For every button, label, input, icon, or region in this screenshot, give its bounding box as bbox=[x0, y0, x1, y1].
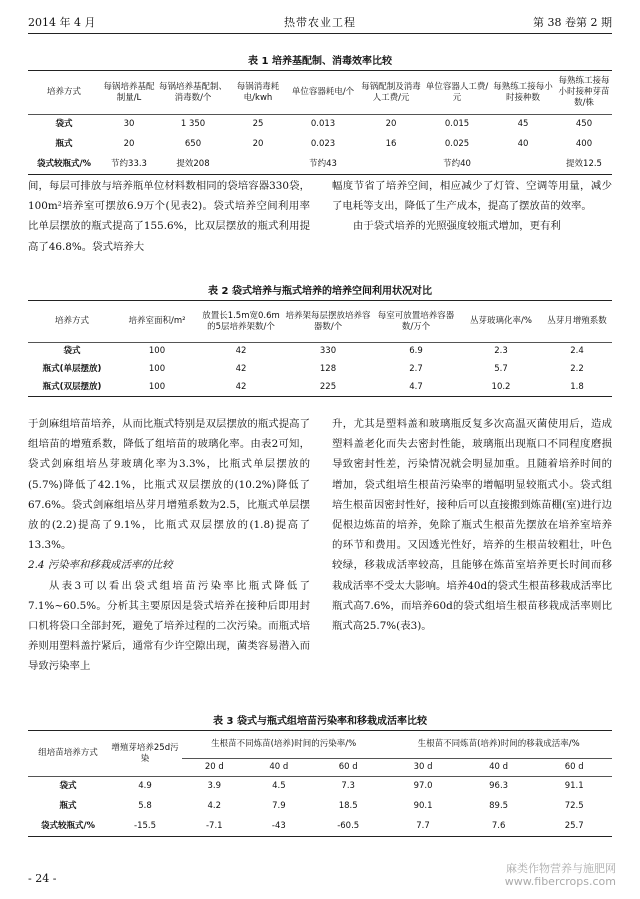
t3-cell: -15.5 bbox=[134, 820, 156, 831]
t3-cell: 7.3 bbox=[341, 781, 355, 792]
t1-cell: 节约40 bbox=[443, 158, 471, 169]
para1-right bbox=[332, 176, 612, 258]
table3 bbox=[28, 730, 612, 837]
t2-cell: 225 bbox=[319, 381, 337, 392]
t2-cell: 100 bbox=[148, 364, 166, 374]
table-row bbox=[28, 155, 612, 175]
t1-cell: 节约33.3 bbox=[111, 158, 147, 169]
header-rule bbox=[28, 33, 612, 34]
t3-cell: 袋式 bbox=[59, 781, 77, 792]
watermark-text: 麻类作物营养与施肥网 bbox=[506, 862, 616, 875]
t1-cell: 25 bbox=[252, 119, 264, 130]
t2-cell: 1.8 bbox=[570, 381, 584, 392]
t1-h4: 单位容器耗电/个 bbox=[291, 87, 355, 97]
para1-right-text-2: 由于袋式培养的光照强度较瓶式增加，更有利 bbox=[353, 220, 561, 233]
t2-cell: 4.7 bbox=[409, 381, 423, 392]
t2-h5: 丛芽玻璃化率/% bbox=[470, 316, 532, 326]
t3-h-group2: 生根苗不同炼苗(培养)时间的移栽成活率/% bbox=[385, 731, 612, 759]
t1-h7: 每熟练工接每小时接种数 bbox=[493, 81, 553, 103]
t1-cell: 瓶式 bbox=[55, 139, 73, 149]
header-volume: 第 38 卷第 2 期 bbox=[533, 16, 612, 29]
t3-cell: 90.1 bbox=[413, 801, 433, 811]
t1-cell: 20 bbox=[123, 139, 135, 149]
t2-h1: 培养室面积/m² bbox=[128, 316, 186, 326]
table-row bbox=[28, 343, 612, 361]
table-row bbox=[28, 361, 612, 379]
t1-h1: 每锅培养基配制量/L bbox=[103, 81, 155, 103]
t3-cell: 4.2 bbox=[207, 801, 222, 811]
t3-h-group1: 生根苗不同炼苗(培养)时间的污染率/% bbox=[182, 731, 385, 759]
t3-cell: 72.5 bbox=[564, 801, 584, 811]
t3-sub: 60 d bbox=[338, 762, 358, 772]
t1-h8: 每熟练工接每小时接种芽苗数/株 bbox=[558, 76, 610, 108]
t3-sub: 20 d bbox=[204, 762, 224, 772]
t1-cell: 40 bbox=[517, 139, 529, 149]
t2-h3: 培养架每层摆放培养容器数/个 bbox=[285, 310, 371, 332]
t1-cell: 400 bbox=[575, 139, 593, 149]
t2-h6: 丛芽月增殖系数 bbox=[547, 316, 607, 326]
t3-cell: 25.7 bbox=[564, 820, 584, 831]
table-row bbox=[28, 777, 612, 797]
t1-cell: 0.025 bbox=[444, 139, 470, 149]
t3-cell: -43 bbox=[271, 820, 286, 831]
table3-caption: 表 3 袋式与瓶式组培苗污染率和移栽成活率比较 bbox=[213, 716, 427, 727]
t1-cell: 0.023 bbox=[310, 139, 336, 149]
t3-cell: 5.8 bbox=[138, 801, 152, 811]
t1-cell bbox=[228, 155, 288, 175]
t2-cell: 128 bbox=[319, 364, 337, 374]
t2-cell: 袋式 bbox=[63, 346, 81, 357]
t1-cell bbox=[490, 155, 556, 175]
header-journal: 热带农业工程 bbox=[284, 16, 356, 29]
t2-h0: 培养方式 bbox=[54, 316, 89, 326]
table1-caption: 表 1 培养基配制、消毒效率比较 bbox=[248, 56, 392, 67]
t3-cell: 4.5 bbox=[272, 781, 286, 792]
table-row bbox=[28, 817, 612, 837]
t1-cell: 0.013 bbox=[310, 119, 336, 130]
t3-cell: -60.5 bbox=[337, 820, 360, 831]
t1-h2: 每锅培养基配制、消毒数/个 bbox=[159, 81, 228, 103]
t2-cell: 42 bbox=[235, 346, 247, 357]
t1-cell: 提效208 bbox=[176, 158, 210, 169]
table-row bbox=[28, 797, 612, 817]
t1-cell: 450 bbox=[575, 119, 593, 130]
t1-cell: 0.015 bbox=[444, 119, 470, 130]
t3-cell: 7.6 bbox=[491, 820, 506, 831]
t3-sub: 40 d bbox=[489, 762, 509, 772]
para1-right-text: 幅度节省了培养空间，相应减少了灯管、空调等用量，减少了电耗等支出，降低了生产成本，提高了摆放苗的效率。 bbox=[332, 180, 612, 213]
t2-cell: 42 bbox=[235, 364, 247, 374]
t1-cell: 20 bbox=[252, 139, 264, 149]
t1-cell: 30 bbox=[123, 119, 135, 130]
t3-cell: 4.9 bbox=[138, 781, 152, 792]
t1-cell: 16 bbox=[385, 139, 397, 149]
t3-cell: 89.5 bbox=[489, 801, 509, 811]
t1-cell: 袋式 bbox=[55, 119, 73, 130]
t3-cell: 3.9 bbox=[207, 781, 222, 792]
page-header bbox=[28, 14, 612, 34]
watermark-url: www.fibercrops.com bbox=[504, 875, 616, 888]
t3-h-col2: 增殖芽培养25d污染 bbox=[111, 742, 179, 764]
para2-right-column bbox=[332, 414, 612, 684]
t2-cell: 2.4 bbox=[570, 346, 584, 357]
t2-cell: 2.2 bbox=[570, 364, 584, 374]
table1 bbox=[28, 70, 612, 175]
t3-cell: 97.0 bbox=[413, 781, 433, 792]
t3-cell: 91.1 bbox=[564, 781, 584, 792]
t3-sub: 60 d bbox=[564, 762, 584, 772]
t1-cell: 袋式较瓶式/% bbox=[36, 158, 92, 169]
t2-cell: 100 bbox=[148, 381, 166, 392]
t2-cell: 5.7 bbox=[494, 364, 508, 374]
t2-cell: 10.2 bbox=[491, 381, 511, 392]
t1-cell bbox=[358, 155, 424, 175]
t3-cell: 7.7 bbox=[416, 820, 430, 831]
t1-cell: 45 bbox=[517, 119, 529, 130]
table2 bbox=[28, 300, 612, 397]
t1-cell: 1 350 bbox=[180, 119, 206, 130]
t2-h2: 放置长1.5m宽0.6m的5层培养架数/个 bbox=[202, 310, 280, 332]
t2-cell: 330 bbox=[319, 346, 337, 357]
t1-cell: 节约43 bbox=[309, 158, 337, 169]
t2-h4: 每室可放置培养容器数/万个 bbox=[377, 310, 455, 332]
section-title: 2.4 污染率和移栽成活率的比较 bbox=[28, 559, 173, 572]
para2-right-text: 升，尤其是塑料盖和玻璃瓶反复多次高温灭菌使用后，造成塑料盖老化而失去密封性能，玻璃瓶出现瓶口不同程度磨损导致密封性差，污染情况就会明显加重。且随着培养时间的增加，袋式组培生根苗污染率的增幅明显较瓶式小。袋式组培生根苗因密封性好，接种后可以直接搬到炼苗棚(室)进行边促根边炼苗的培养，免除了瓶式生根苗先摆放在培养室培养的环节和费用。又因透光性好，培养的生根苗较粗壮，叶色较绿，移栽成活率较高，且能够在炼苗室培养更长时间而移栽成活率不受太大影响。培养40d的袋式生根苗移栽成活率比瓶式高7.6%，而培养60d的袋式组培生根苗移栽成活率则比瓶式高25.7%(表3)。 bbox=[332, 418, 612, 633]
table-row bbox=[28, 135, 612, 155]
watermark bbox=[505, 862, 616, 888]
header-date: 2014 年 4 月 bbox=[28, 16, 96, 29]
para2-left-text: 于剑麻组培苗培养，从而比瓶式特别是双层摆放的瓶式提高了组培苗的增殖系数，降低了组培苗的玻璃化率。由表2可知，袋式剑麻组培丛芽玻璃化率为3.3%，比瓶式单层摆放的(5.7%)降低了42.1%，比瓶式双层摆放的(10.2%)降低了67.6%。袋式剑麻组培丛芽月增殖系数为2.5，比瓶式单层摆放的(2.2)提高了9.1%，比瓶式双层摆放的(1.8)提高了13.3%。 bbox=[28, 418, 310, 552]
t1-h6: 单位容器人工费/元 bbox=[425, 81, 489, 103]
page-number: - 24 - bbox=[28, 872, 57, 885]
t1-h0: 培养方式 bbox=[46, 87, 81, 97]
para1-left-text: 间，每层可排放与培养瓶单位材料数相同的袋培容器330袋，100m²培养室可摆放6.9万个(见表2)。袋式培养空间利用率比单层摆放的瓶式提高了155.6%，比双层摆放的瓶式利用提高了46.8%。袋式培养大 bbox=[28, 180, 310, 253]
t3-cell: 96.3 bbox=[489, 781, 509, 792]
para3-left-text: 从表3可以看出袋式组培苗污染率比瓶式降低了7.1%~60.5%。分析其主要原因是袋式培养在接种后即用封口机将袋口全部封死，避免了培养过程的二次污染。而瓶式培养则用塑料盖拧紧后，通常有少许空隙出现，菌类容易潜入而导致污染率上 bbox=[28, 579, 310, 673]
t2-cell: 2.3 bbox=[494, 346, 508, 357]
t3-cell: 18.5 bbox=[338, 801, 358, 811]
t3-sub: 40 d bbox=[269, 762, 289, 772]
t3-sub: 30 d bbox=[413, 762, 433, 772]
t1-cell: 提效12.5 bbox=[566, 158, 602, 169]
t2-cell: 2.7 bbox=[409, 364, 423, 374]
t2-cell: 6.9 bbox=[409, 346, 423, 357]
t3-cell: 袋式较瓶式/% bbox=[40, 820, 96, 831]
para1-left bbox=[28, 176, 310, 253]
t1-cell: 20 bbox=[385, 119, 397, 130]
table2-caption: 表 2 袋式培养与瓶式培养的培养空间利用状况对比 bbox=[208, 286, 432, 297]
t2-cell: 42 bbox=[235, 381, 247, 392]
table-row bbox=[28, 379, 612, 397]
t3-h-col1: 组培苗培养方式 bbox=[38, 748, 98, 758]
t1-cell: 650 bbox=[184, 139, 202, 149]
t3-cell: 7.9 bbox=[272, 801, 286, 811]
t1-h3: 每锅消毒耗电/kwh bbox=[236, 81, 280, 103]
t1-h5: 每锅配制及消毒人工费/元 bbox=[361, 81, 421, 103]
table-row bbox=[28, 115, 612, 135]
para2-left-column bbox=[28, 414, 310, 684]
t2-cell: 瓶式(单层摆放) bbox=[42, 364, 102, 374]
t3-cell: 瓶式 bbox=[59, 801, 77, 811]
t3-cell: -7.1 bbox=[205, 820, 223, 831]
t2-cell: 瓶式(双层摆放) bbox=[42, 381, 102, 392]
t2-cell: 100 bbox=[148, 346, 166, 357]
